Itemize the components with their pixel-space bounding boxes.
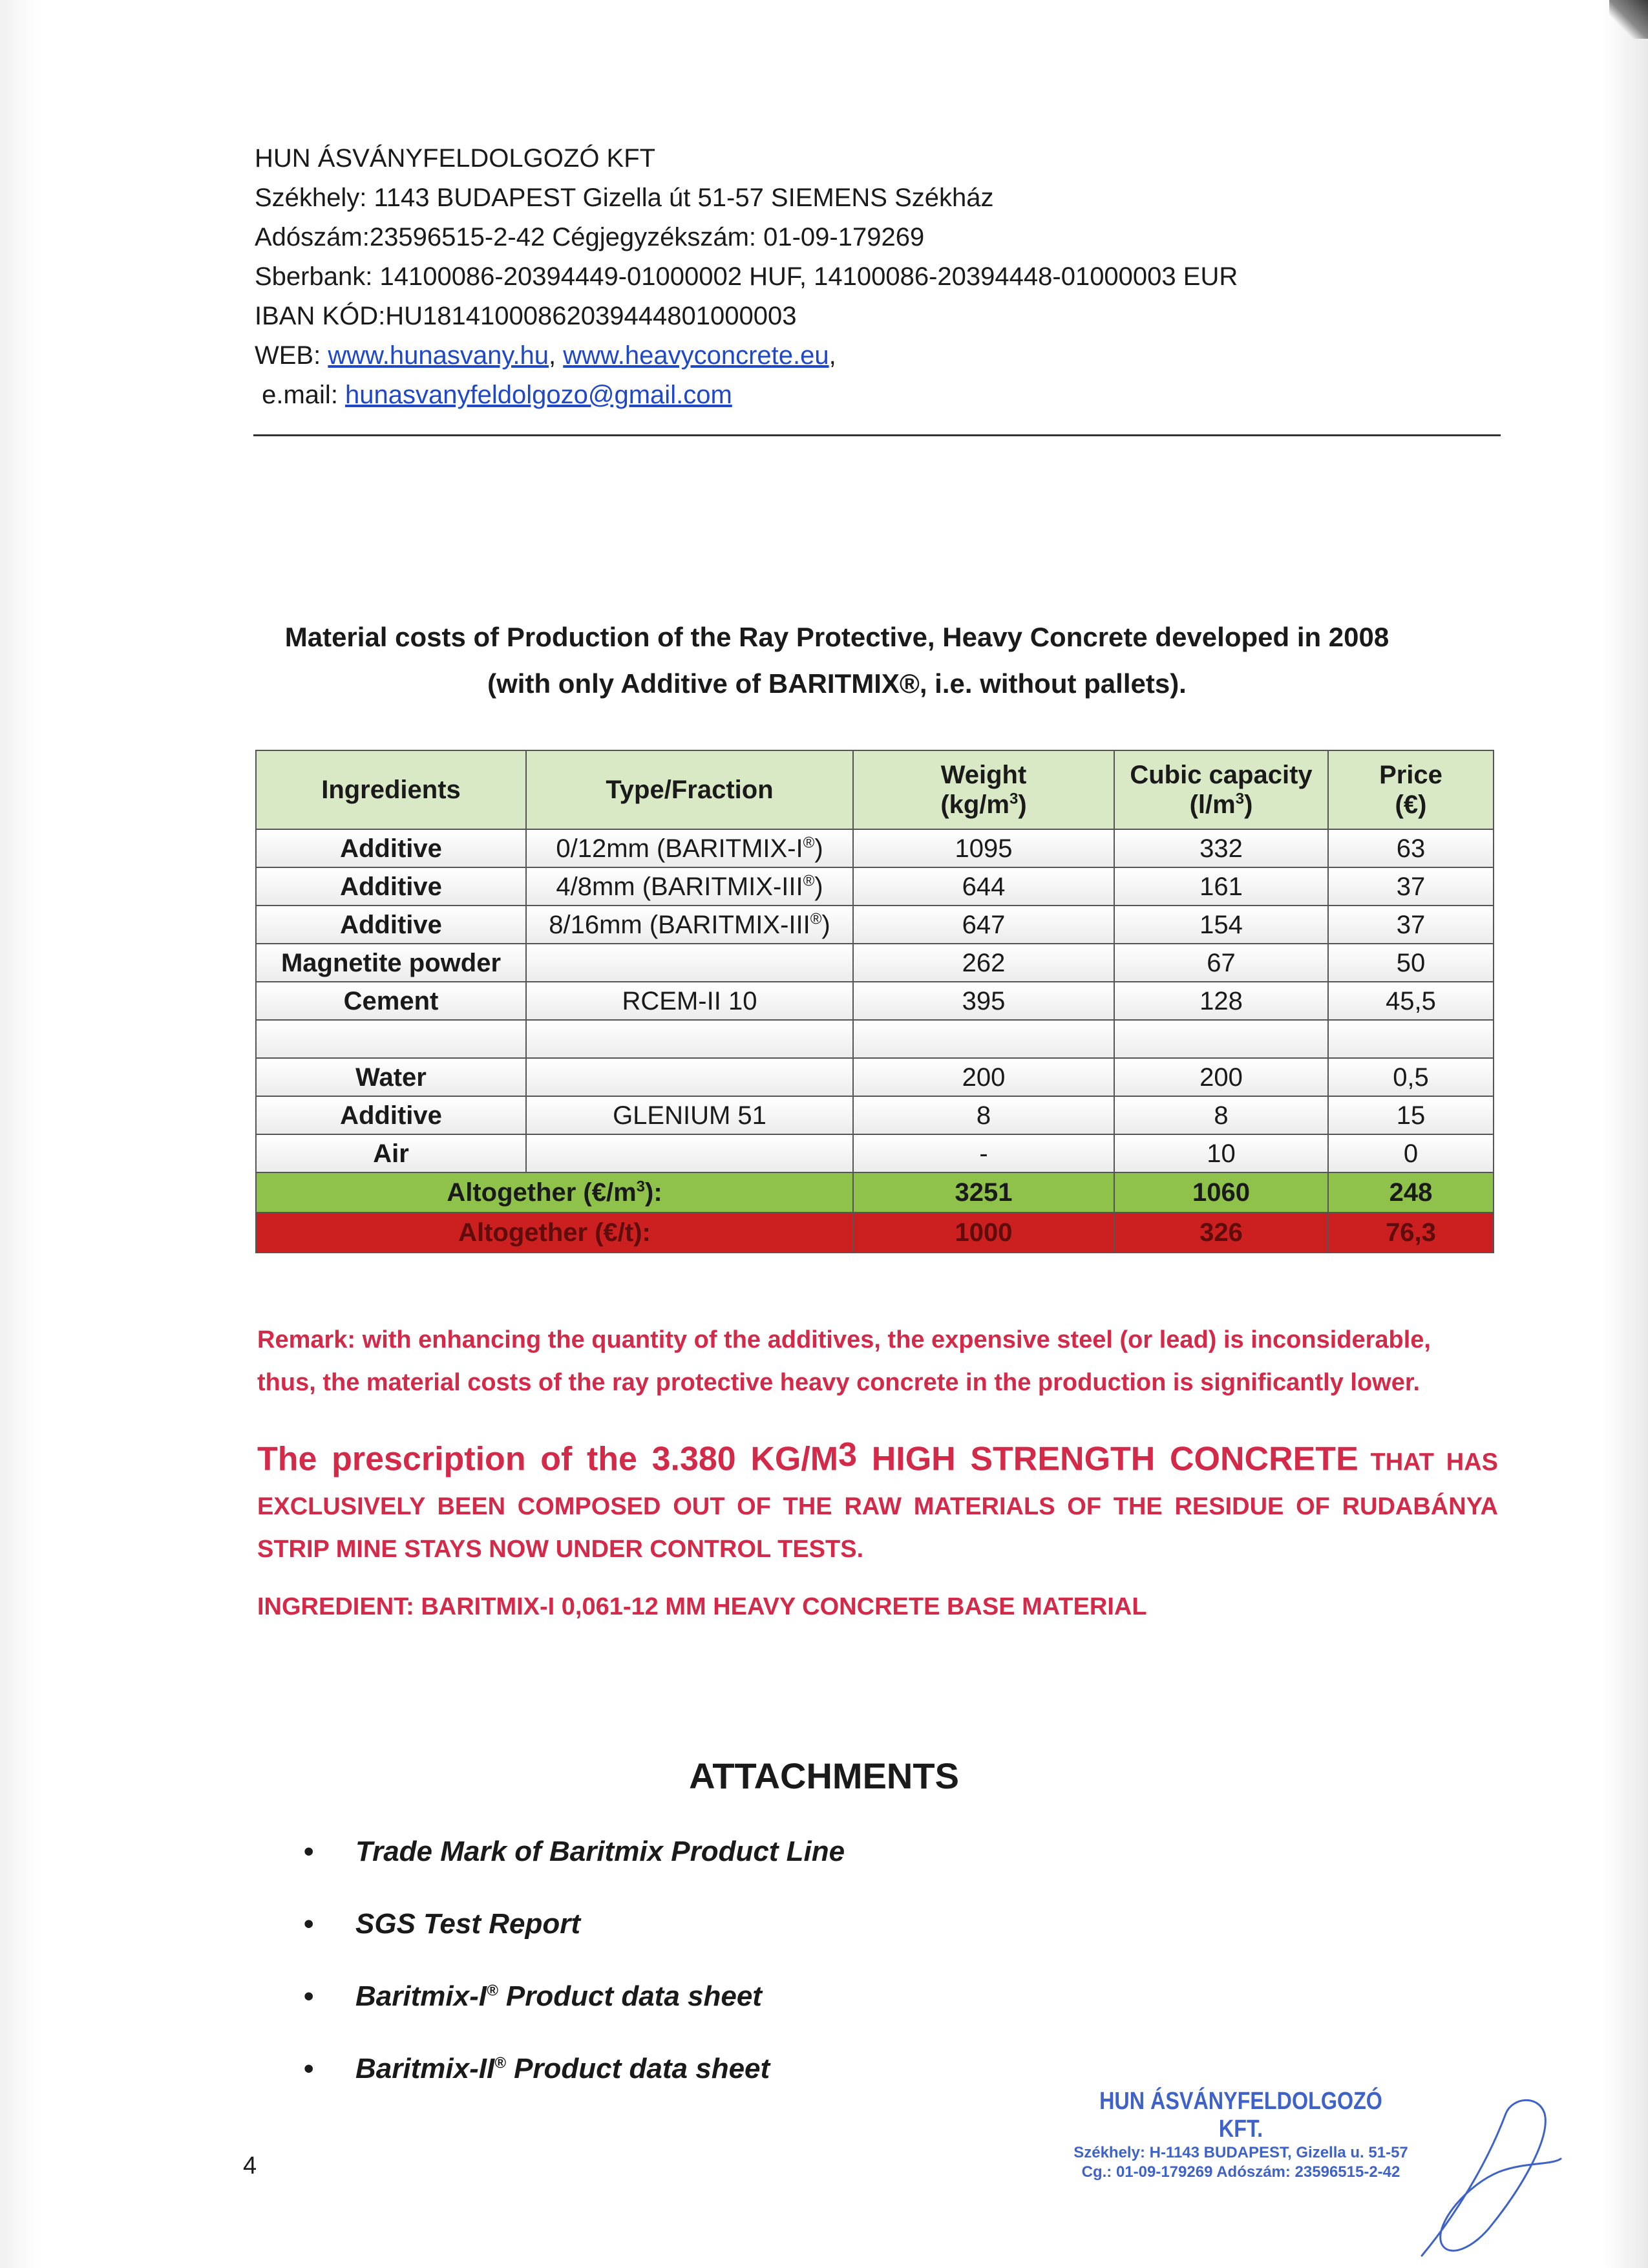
bullet-icon: • — [304, 1908, 314, 1940]
header-weight: Weight $(kg/m^3)$ — [853, 750, 1114, 829]
web-link-heavyconcrete[interactable]: www.heavyconcrete.eu — [563, 341, 829, 370]
cell-weight: 8 — [853, 1096, 1114, 1134]
bullet-icon: • — [304, 2053, 314, 2084]
company-email: e.mail: hunasvanyfeldolgozo@gmail.com — [255, 381, 732, 409]
cell-weight — [853, 1020, 1114, 1058]
list-item: • SGS Test Report — [304, 1908, 580, 1940]
company-tax: Adószám:23596515-2-42 Cégjegyzékszám: 01-09-179269 — [255, 223, 925, 251]
cell-price: 45,5 — [1328, 982, 1494, 1020]
cell-ingredient: Additive — [256, 906, 526, 944]
bullet-icon: • — [304, 1836, 314, 1867]
cell-type: 4/8mm (BARITMIX-III®) — [526, 867, 853, 906]
cell-weight: 200 — [853, 1058, 1114, 1096]
cell-ingredient: Cement — [256, 982, 526, 1020]
total-m3-price: 248 — [1328, 1172, 1494, 1213]
cell-ingredient: Additive — [256, 867, 526, 906]
cell-ingredient — [256, 1020, 526, 1058]
list-item: • Trade Mark of Baritmix Product Line — [304, 1836, 845, 1867]
header-ingredients: Ingredients — [256, 750, 526, 829]
table-row — [256, 1096, 1494, 1134]
bullet-icon: • — [304, 1980, 314, 2012]
letterhead — [255, 139, 1483, 415]
cell-ingredient: Air — [256, 1134, 526, 1172]
table-row — [256, 829, 1494, 867]
header-type: Type/Fraction — [526, 750, 853, 829]
header-divider — [253, 434, 1501, 436]
attachments-list — [304, 1836, 845, 2125]
prescription-paragraph: The prescription of the 3.380 $KG/M^3$ HIGH STRENGTH CONCRETE THAT HAS EXCLUSIVELY BEEN COMPOSED OUT OF THE RAW MATERIALS OF THE RESIDUE OF RUDABÁNYA STRIP MINE STAYS NOW UNDER CONTROL TESTS. — [257, 1436, 1498, 1563]
cell-type — [526, 944, 853, 982]
company-name: HUN ÁSVÁNYFELDOLGOZÓ KFT — [255, 144, 656, 173]
cell-cubic: 67 — [1114, 944, 1328, 982]
cell-weight: - — [853, 1134, 1114, 1172]
cell-ingredient: Water — [256, 1058, 526, 1096]
cell-weight: 262 — [853, 944, 1114, 982]
cell-type: 8/16mm (BARITMIX-III®) — [526, 906, 853, 944]
cell-price — [1328, 1020, 1494, 1058]
cell-ingredient: Magnetite powder — [256, 944, 526, 982]
table-row — [256, 1134, 1494, 1172]
cell-type — [526, 1134, 853, 1172]
table-row — [256, 944, 1494, 982]
cell-cubic: 154 — [1114, 906, 1328, 944]
document-title: Material costs of Production of the Ray Protective, Heavy Concrete developed in 2008 (with only Additive of BARITMIX®, i.e. without pallets). — [284, 622, 1389, 699]
signature-icon — [1409, 2088, 1564, 2262]
company-iban: IBAN KÓD:HU18141000862039444801000003 — [255, 302, 797, 330]
ingredient-note: INGREDIENT: BARITMIX-I 0,061-12 MM HEAVY CONCRETE BASE MATERIAL — [257, 1593, 1147, 1620]
email-link[interactable]: hunasvanyfeldolgozo@gmail.com — [345, 381, 732, 409]
cell-cubic — [1114, 1020, 1328, 1058]
cell-type — [526, 1058, 853, 1096]
page-number: 4 — [243, 2152, 257, 2179]
total-per-ton-row — [256, 1213, 1494, 1253]
scan-corner-shadow — [1609, 0, 1648, 39]
cell-price: 37 — [1328, 906, 1494, 944]
total-t-cubic: 326 — [1114, 1213, 1328, 1253]
company-web: WEB: www.hunasvany.hu, www.heavyconcrete.eu, — [255, 341, 836, 370]
cell-ingredient: Additive — [256, 1096, 526, 1134]
table-row — [256, 906, 1494, 944]
cell-price: 0,5 — [1328, 1058, 1494, 1096]
total-m3-weight: 3251 — [853, 1172, 1114, 1213]
cell-price: 37 — [1328, 867, 1494, 906]
company-stamp: HUN ÁSVÁNYFELDOLGOZÓ KFT. Székhely: H-1143 BUDAPEST, Gizella u. 51-57 Cg.: 01-09-179269 Adószám: 23596515-2-42 — [1073, 2088, 1408, 2181]
total-per-m3-row — [256, 1172, 1494, 1213]
cell-weight: 395 — [853, 982, 1114, 1020]
list-item: • Baritmix-II® Product data sheet — [304, 2053, 770, 2084]
table-row — [256, 867, 1494, 906]
list-item: • Baritmix-I® Product data sheet — [304, 1980, 762, 2012]
cell-type: GLENIUM 51 — [526, 1096, 853, 1134]
company-seat: Székhely: 1143 BUDAPEST Gizella út 51-57 SIEMENS Székház — [255, 184, 994, 212]
cell-cubic: 128 — [1114, 982, 1328, 1020]
header-cubic-capacity: Cubic capacity $(l/m^3)$ — [1114, 750, 1328, 829]
cell-price: 0 — [1328, 1134, 1494, 1172]
attachments-heading: ATTACHMENTS — [689, 1755, 959, 1796]
cell-cubic: 200 — [1114, 1058, 1328, 1096]
company-bank: Sberbank: 14100086-20394449-01000002 HUF, 14100086-20394448-01000003 EUR — [255, 262, 1238, 291]
table-row-empty — [256, 1020, 1494, 1058]
cell-cubic: 161 — [1114, 867, 1328, 906]
remark-paragraph: Remark: with enhancing the quantity of the additives, the expensive steel (or lead) is inconsiderable, thus, the material costs of the ray protective heavy concrete in the production is significantly lower. — [257, 1326, 1431, 1396]
cell-price: 63 — [1328, 829, 1494, 867]
total-m3-cubic: 1060 — [1114, 1172, 1328, 1213]
cell-price: 15 — [1328, 1096, 1494, 1134]
header-price: Price (€) — [1328, 750, 1494, 829]
cell-weight: 644 — [853, 867, 1114, 906]
cell-type: RCEM-II 10 — [526, 982, 853, 1020]
cell-price: 50 — [1328, 944, 1494, 982]
cell-cubic: 10 — [1114, 1134, 1328, 1172]
cell-weight: 647 — [853, 906, 1114, 944]
cell-cubic: 332 — [1114, 829, 1328, 867]
cell-cubic: 8 — [1114, 1096, 1328, 1134]
table-row — [256, 982, 1494, 1020]
cell-type — [526, 1020, 853, 1058]
total-t-weight: 1000 — [853, 1213, 1114, 1253]
material-cost-table — [255, 750, 1494, 1253]
table-row — [256, 1058, 1494, 1096]
web-link-hunasvany[interactable]: www.hunasvany.hu — [328, 341, 549, 370]
cell-weight: 1095 — [853, 829, 1114, 867]
total-m3-label: Altogether $(€/m^3)$: — [256, 1172, 853, 1213]
total-t-price: 76,3 — [1328, 1213, 1494, 1253]
table-header-row — [256, 750, 1494, 829]
cell-ingredient: Additive — [256, 829, 526, 867]
cell-type: 0/12mm (BARITMIX-I®) — [526, 829, 853, 867]
total-t-label: Altogether (€/t): — [256, 1213, 853, 1253]
